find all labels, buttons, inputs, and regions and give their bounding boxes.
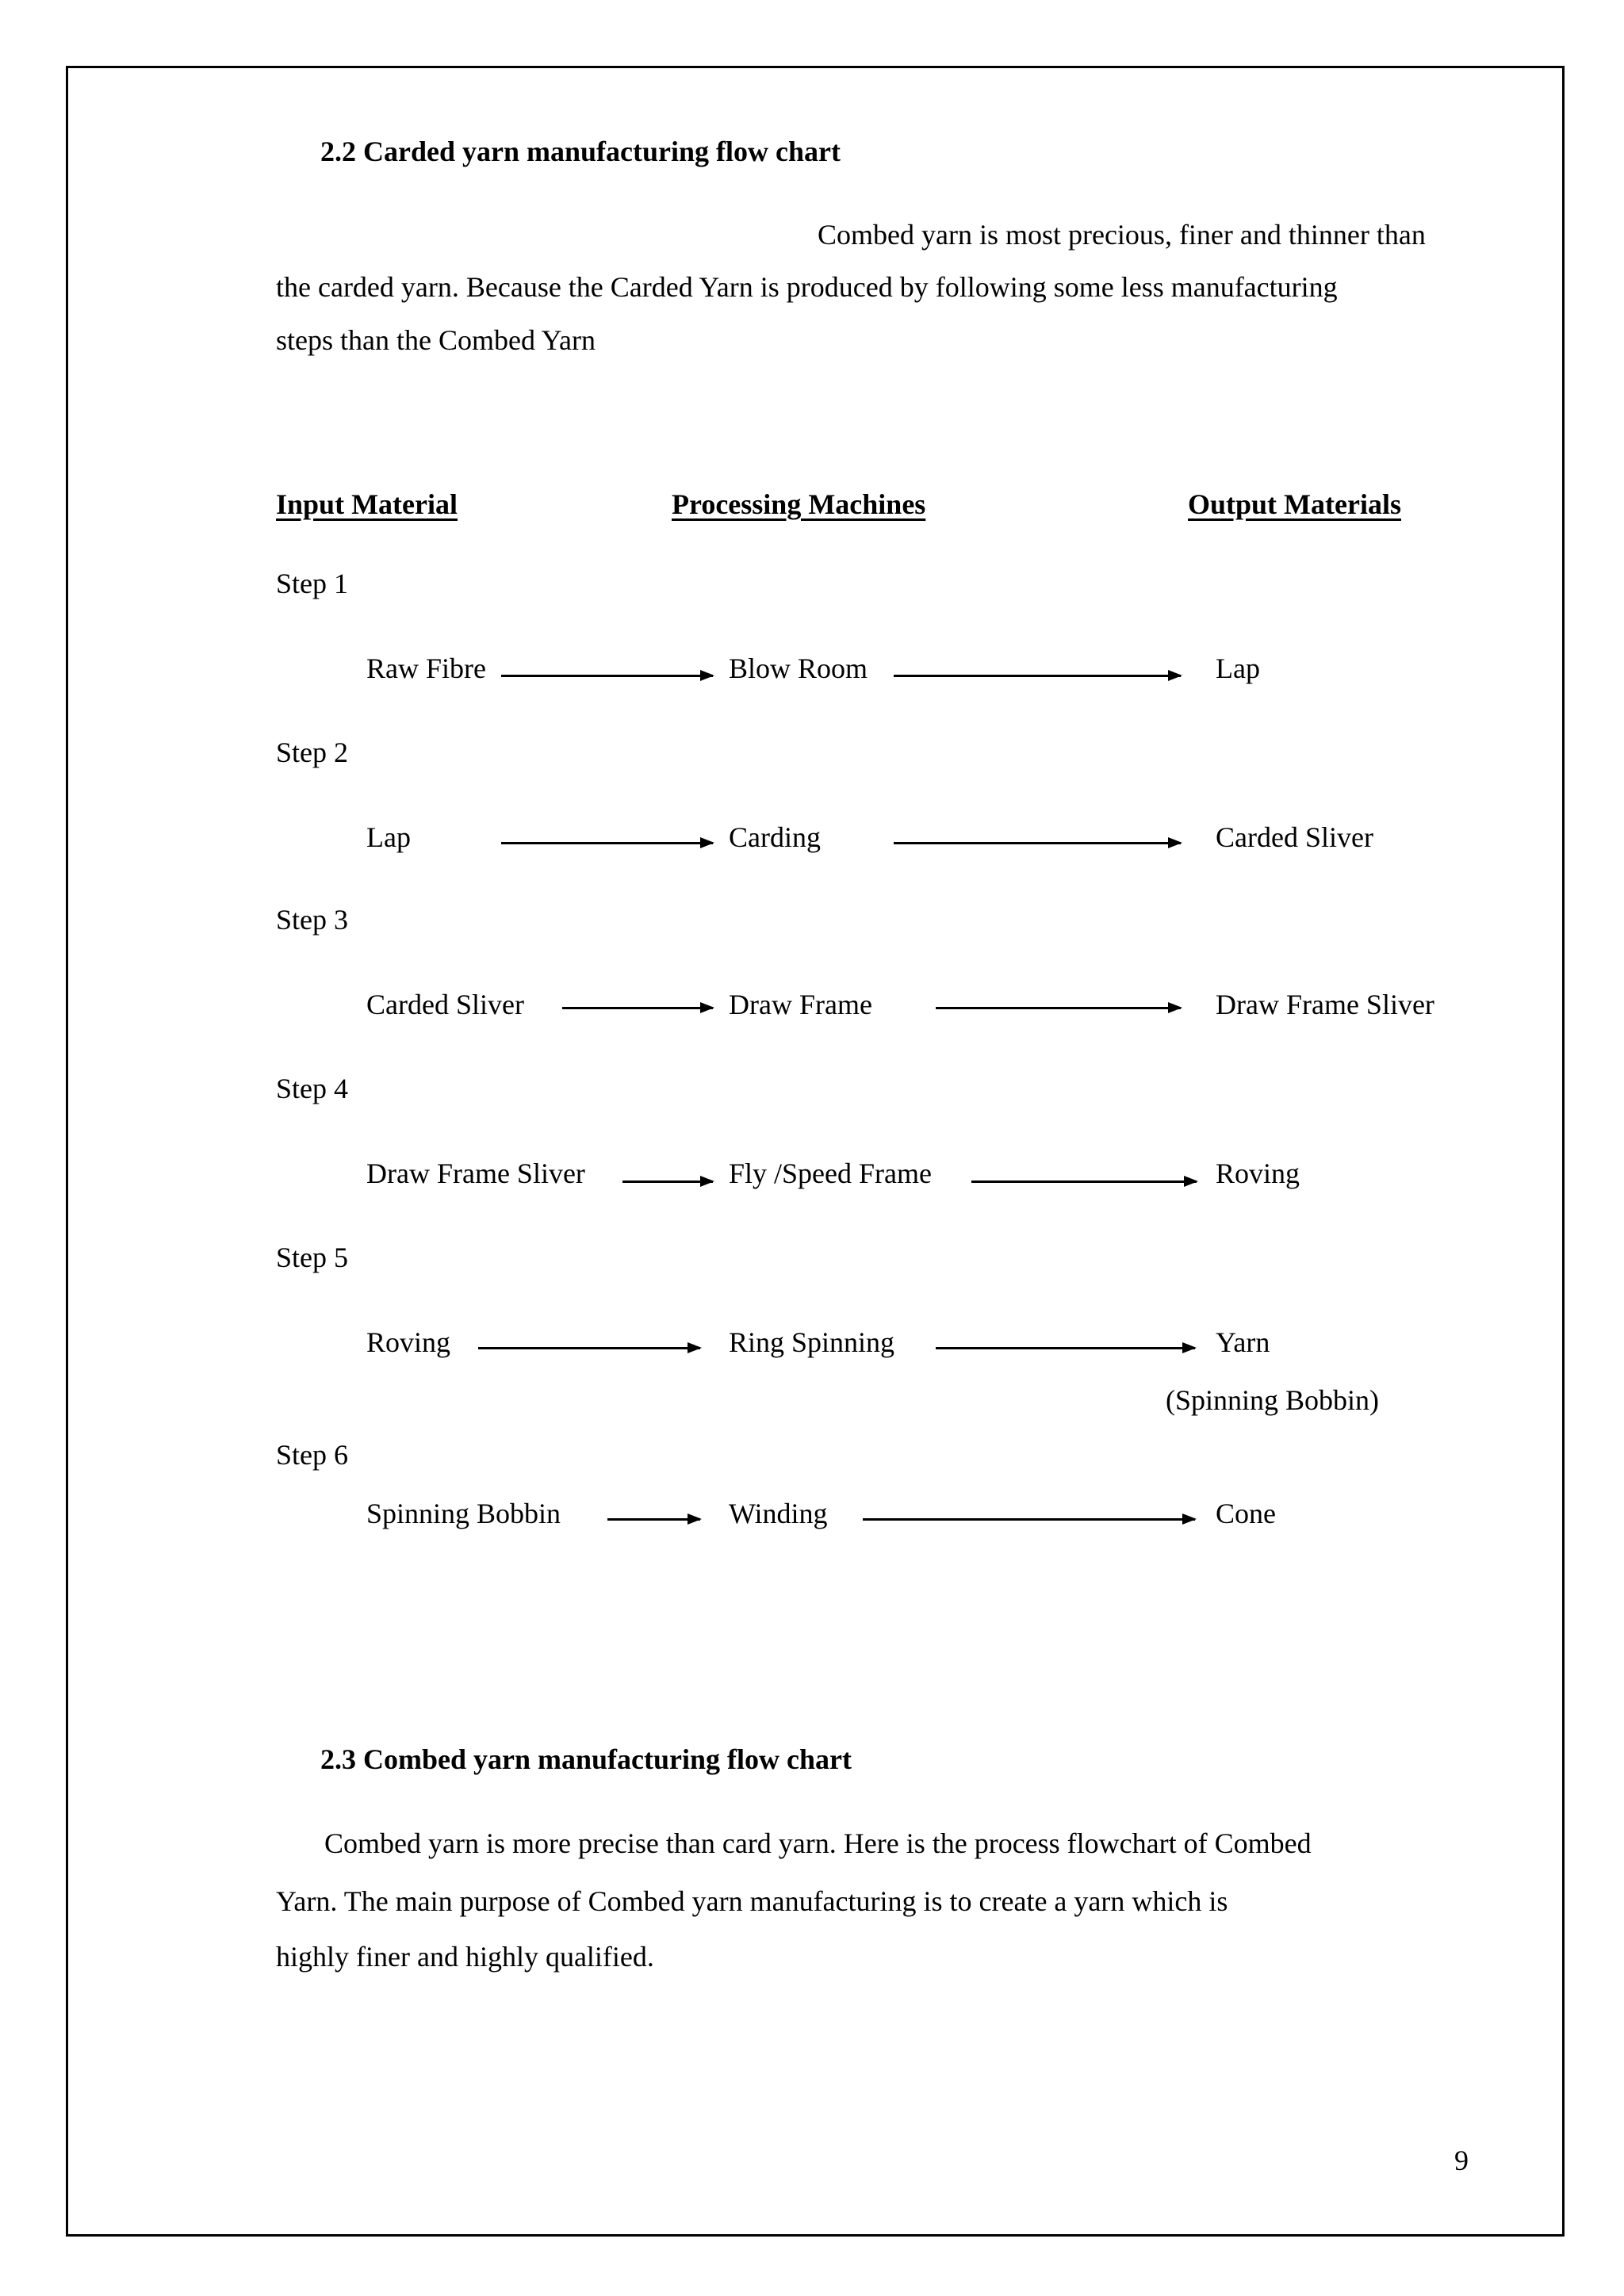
step-label: Step 4 bbox=[276, 1073, 349, 1104]
step-label: Step 1 bbox=[276, 568, 349, 599]
paragraph-line: Combed yarn is most precious, finer and thinner than bbox=[818, 219, 1426, 251]
arrow-right-icon bbox=[936, 1347, 1195, 1349]
arrow-right-icon bbox=[894, 842, 1181, 844]
input-material: Lap bbox=[366, 821, 411, 853]
section-heading-carded: 2.2 Carded yarn manufacturing flow chart bbox=[320, 136, 841, 167]
arrow-right-icon bbox=[622, 1181, 713, 1183]
paragraph-line: highly finer and highly qualified. bbox=[276, 1941, 654, 1973]
input-material: Draw Frame Sliver bbox=[366, 1158, 585, 1189]
arrow-right-icon bbox=[607, 1518, 700, 1521]
column-header-process: Processing Machines bbox=[672, 488, 926, 520]
input-material: Spinning Bobbin bbox=[366, 1498, 561, 1529]
step-label: Step 3 bbox=[276, 904, 349, 936]
processing-machine: Carding bbox=[729, 821, 821, 853]
arrow-right-icon bbox=[971, 1181, 1197, 1183]
processing-machine: Ring Spinning bbox=[729, 1326, 895, 1358]
paragraph-line: Yarn. The main purpose of Combed yarn manufacturing is to create a yarn which is bbox=[276, 1885, 1228, 1917]
output-note: (Spinning Bobbin) bbox=[1166, 1384, 1380, 1416]
arrow-right-icon bbox=[562, 1007, 713, 1009]
arrow-right-icon bbox=[936, 1007, 1181, 1009]
paragraph-line: steps than the Combed Yarn bbox=[276, 324, 596, 356]
processing-machine: Blow Room bbox=[729, 652, 868, 684]
arrow-right-icon bbox=[501, 842, 713, 844]
output-material: Draw Frame Sliver bbox=[1216, 989, 1434, 1020]
output-material: Yarn bbox=[1216, 1326, 1270, 1358]
input-material: Raw Fibre bbox=[366, 652, 486, 684]
page-number: 9 bbox=[1454, 2145, 1469, 2176]
step-label: Step 2 bbox=[276, 737, 349, 768]
paragraph-line: Combed yarn is more precise than card yarn. Here is the process flowchart of Combed bbox=[324, 1827, 1312, 1859]
processing-machine: Fly /Speed Frame bbox=[729, 1158, 932, 1189]
input-material: Roving bbox=[366, 1326, 451, 1358]
arrow-right-icon bbox=[894, 675, 1181, 677]
arrow-right-icon bbox=[863, 1518, 1195, 1521]
output-material: Lap bbox=[1216, 652, 1260, 684]
column-header-output: Output Materials bbox=[1188, 488, 1401, 520]
section-heading-combed: 2.3 Combed yarn manufacturing flow chart bbox=[320, 1743, 852, 1775]
processing-machine: Draw Frame bbox=[729, 989, 872, 1020]
input-material: Carded Sliver bbox=[366, 989, 524, 1020]
paragraph-line: the carded yarn. Because the Carded Yarn is produced by following some less manufacturing bbox=[276, 271, 1338, 303]
step-label: Step 5 bbox=[276, 1242, 349, 1273]
column-header-input: Input Material bbox=[276, 488, 458, 520]
output-material: Cone bbox=[1216, 1498, 1276, 1529]
output-material: Roving bbox=[1216, 1158, 1300, 1189]
processing-machine: Winding bbox=[729, 1498, 828, 1529]
output-material: Carded Sliver bbox=[1216, 821, 1373, 853]
step-label: Step 6 bbox=[276, 1439, 349, 1471]
arrow-right-icon bbox=[478, 1347, 700, 1349]
arrow-right-icon bbox=[501, 675, 713, 677]
